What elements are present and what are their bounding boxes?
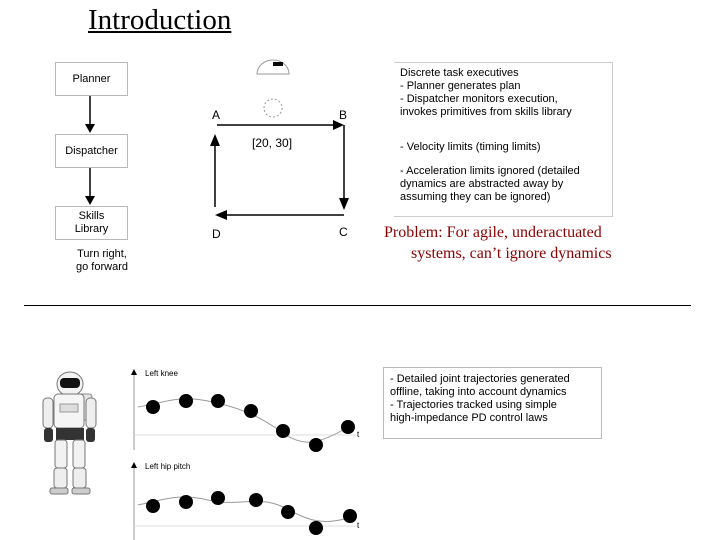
label-d: D bbox=[212, 227, 221, 241]
problem-line2: systems, can’t ignore dynamics bbox=[411, 245, 612, 262]
skills-label-line2: Library bbox=[74, 223, 109, 235]
circle-icon bbox=[264, 99, 282, 117]
plot-axis-t2: t bbox=[357, 521, 360, 530]
exec-line8: assuming they can be ignored) bbox=[400, 191, 551, 203]
traj-line2: offline, taking into account dynamics bbox=[390, 386, 567, 398]
plot-label-left-hip-pitch: Left hip pitch bbox=[145, 462, 191, 471]
label-c: C bbox=[339, 225, 348, 239]
exec-line6: - Acceleration limits ignored (detailed bbox=[400, 165, 580, 177]
trajectory-svg bbox=[118, 355, 368, 540]
flow-arrows bbox=[80, 96, 100, 208]
dome-marker bbox=[273, 62, 283, 66]
exec-line5: - Velocity limits (timing limits) bbox=[400, 141, 541, 153]
exec-line3: - Dispatcher monitors execution, bbox=[400, 93, 558, 105]
traj-line3: - Trajectories tracked using simple bbox=[390, 399, 557, 411]
exec-line4: invokes primitives from skills library bbox=[400, 106, 572, 118]
caption-line1: Turn right, bbox=[77, 248, 127, 260]
dispatcher-label: Dispatcher bbox=[65, 145, 118, 157]
plot-axis-t1: t bbox=[357, 430, 360, 439]
plot-label-left-knee: Left knee bbox=[145, 369, 178, 378]
exec-line1: Discrete task executives bbox=[400, 67, 519, 79]
executives-textbox bbox=[394, 62, 613, 217]
caption-line2: go forward bbox=[76, 261, 128, 273]
label-a: A bbox=[212, 108, 221, 122]
problem-statement bbox=[384, 222, 684, 264]
section-divider bbox=[24, 305, 691, 306]
trajectory-text bbox=[390, 373, 570, 425]
interval-label: [20, 30] bbox=[252, 136, 293, 150]
slide-title: Introduction bbox=[88, 4, 232, 36]
skills-library-box bbox=[55, 206, 128, 240]
problem-line1: Problem: For agile, underactuated bbox=[384, 224, 602, 241]
executives-text bbox=[400, 67, 580, 204]
exec-line2: - Planner generates plan bbox=[400, 80, 521, 92]
planner-label: Planner bbox=[72, 73, 111, 85]
robot-image bbox=[40, 368, 105, 496]
trajectory-textbox bbox=[383, 367, 602, 439]
skill-caption bbox=[72, 248, 132, 274]
traj-line4: high-impedance PD control laws bbox=[390, 412, 548, 424]
planner-box bbox=[55, 62, 128, 96]
exec-line7: dynamics are abstracted away by bbox=[400, 178, 564, 190]
traj-line1: - Detailed joint trajectories generated bbox=[390, 373, 570, 385]
skills-label-line1: Skills bbox=[78, 210, 105, 222]
label-b: B bbox=[339, 108, 348, 122]
